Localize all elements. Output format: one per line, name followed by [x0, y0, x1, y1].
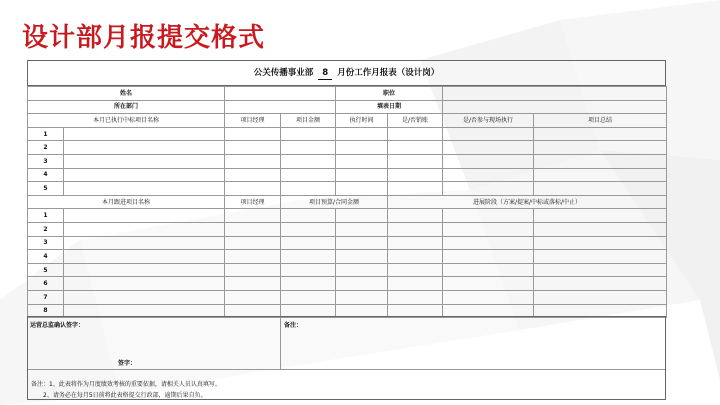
cell[interactable]: [443, 290, 534, 304]
table-row: [28, 154, 667, 168]
cell[interactable]: [388, 154, 443, 168]
remark-label: 备注：: [284, 322, 303, 329]
signature-label: 签字：: [118, 360, 137, 367]
cell[interactable]: [336, 168, 388, 182]
cell[interactable]: [534, 141, 667, 155]
table-row: [28, 263, 667, 277]
cell[interactable]: [534, 250, 667, 264]
cell[interactable]: [281, 141, 336, 155]
cell[interactable]: [225, 263, 281, 277]
ops-sign-area[interactable]: [28, 317, 281, 369]
cell[interactable]: [388, 168, 443, 182]
cell[interactable]: [225, 290, 281, 304]
cell[interactable]: [64, 236, 225, 250]
cell[interactable]: [336, 277, 388, 291]
section2-header: [28, 195, 667, 209]
cell[interactable]: [534, 263, 667, 277]
cell[interactable]: [534, 236, 667, 250]
cell[interactable]: [388, 263, 443, 277]
cell[interactable]: [281, 168, 336, 182]
cell[interactable]: [336, 250, 388, 264]
s1-col-summary: 项目总结: [534, 114, 667, 128]
form-table: [27, 86, 667, 318]
cell[interactable]: [225, 209, 281, 223]
cell[interactable]: [336, 290, 388, 304]
row-number: 1: [28, 127, 64, 141]
cell[interactable]: [64, 250, 225, 264]
cell[interactable]: [225, 141, 281, 155]
note-line-2: 2、请务必在每月5日前将此表格提交行政部，逾期后果自负。: [43, 392, 207, 399]
s2-col-manager: 项目经理: [225, 195, 281, 209]
table-row: [28, 141, 667, 155]
cell[interactable]: [64, 263, 225, 277]
date-field[interactable]: [443, 100, 667, 114]
dept-field[interactable]: [225, 100, 336, 114]
ops-sign-label: 运营总监确认签字：: [30, 322, 85, 329]
cell[interactable]: [443, 168, 534, 182]
cell[interactable]: [281, 222, 336, 236]
remark-area[interactable]: [281, 317, 665, 369]
row-number: 7: [28, 290, 64, 304]
row-number: 5: [28, 263, 64, 277]
cell[interactable]: [534, 277, 667, 291]
note-line-1: 备注：1、此表将作为月度绩效考核的重要依据，请相关人员认真填写。: [31, 381, 221, 388]
row-number: 2: [28, 222, 64, 236]
cell[interactable]: [64, 127, 225, 141]
cell[interactable]: [64, 290, 225, 304]
cell[interactable]: [388, 250, 443, 264]
name-field[interactable]: [225, 87, 336, 101]
cell[interactable]: [336, 154, 388, 168]
cell[interactable]: [534, 209, 667, 223]
cell[interactable]: [388, 290, 443, 304]
cell[interactable]: [388, 141, 443, 155]
cell[interactable]: [336, 209, 388, 223]
cell[interactable]: [443, 277, 534, 291]
cell[interactable]: [281, 236, 336, 250]
cell[interactable]: [388, 222, 443, 236]
s1-col-writeoff: 是/否销账: [388, 114, 443, 128]
cell[interactable]: [281, 127, 336, 141]
cell[interactable]: [443, 236, 534, 250]
cell[interactable]: [443, 127, 534, 141]
table-row: [28, 290, 667, 304]
cell[interactable]: [534, 168, 667, 182]
cell[interactable]: [443, 250, 534, 264]
info-row-2: [28, 100, 667, 114]
form-title-prefix: 公关传播事业部: [253, 68, 314, 78]
cell[interactable]: [225, 154, 281, 168]
cell[interactable]: [225, 182, 281, 196]
cell[interactable]: [225, 127, 281, 141]
date-label: 填表日期: [336, 100, 443, 114]
s1-col-project-name: 本月已执行中标项目名称: [28, 114, 225, 128]
cell[interactable]: [281, 250, 336, 264]
cell[interactable]: [443, 141, 534, 155]
cell[interactable]: [336, 236, 388, 250]
row-number: 1: [28, 209, 64, 223]
cell[interactable]: [64, 182, 225, 196]
section1-header: [28, 114, 667, 128]
row-number: 8: [28, 304, 64, 318]
cell[interactable]: [64, 154, 225, 168]
row-number: 4: [28, 168, 64, 182]
name-label: 姓名: [28, 87, 225, 101]
s2-col-progress: 进展阶段（方案/提案/中标或落标/中止）: [388, 195, 667, 209]
cell[interactable]: [336, 127, 388, 141]
footer-divider: [28, 369, 665, 370]
cell[interactable]: [281, 290, 336, 304]
cell[interactable]: [388, 209, 443, 223]
row-number: 6: [28, 277, 64, 291]
cell[interactable]: [225, 250, 281, 264]
table-row: [28, 168, 667, 182]
cell[interactable]: [534, 127, 667, 141]
position-label: 职位: [336, 87, 443, 101]
table-row: [28, 250, 667, 264]
form-title-suffix: 月份工作月报表（设计岗）: [337, 68, 440, 78]
cell[interactable]: [534, 222, 667, 236]
report-form: [27, 60, 666, 400]
cell[interactable]: [534, 290, 667, 304]
s1-col-exec-time: 执行时间: [336, 114, 388, 128]
cell[interactable]: [336, 141, 388, 155]
cell[interactable]: [388, 236, 443, 250]
row-number: 2: [28, 141, 64, 155]
s2-col-project-name: 本月跟进项目名称: [28, 195, 225, 209]
s2-col-budget: 项目预算/合同金额: [281, 195, 388, 209]
cell[interactable]: [388, 127, 443, 141]
table-row: [28, 182, 667, 196]
cell[interactable]: [336, 182, 388, 196]
row-number: 5: [28, 182, 64, 196]
cell[interactable]: [336, 263, 388, 277]
cell[interactable]: [281, 263, 336, 277]
info-row-1: [28, 87, 667, 101]
cell[interactable]: [388, 277, 443, 291]
form-title: [27, 60, 666, 86]
cell[interactable]: [281, 277, 336, 291]
cell[interactable]: [388, 182, 443, 196]
table-row: [28, 236, 667, 250]
cell[interactable]: [443, 222, 534, 236]
table-row: [28, 127, 667, 141]
cell[interactable]: [443, 154, 534, 168]
cell[interactable]: [64, 168, 225, 182]
cell[interactable]: [443, 209, 534, 223]
table-row: [28, 209, 667, 223]
table-row: [28, 277, 667, 291]
cell[interactable]: [534, 182, 667, 196]
row-number: 3: [28, 236, 64, 250]
cell[interactable]: [225, 222, 281, 236]
s1-col-manager: 项目经理: [225, 114, 281, 128]
cell[interactable]: [225, 236, 281, 250]
cell[interactable]: [64, 209, 225, 223]
s1-col-amount: 项目金额: [281, 114, 336, 128]
slide-title: 设计部月报提交格式: [22, 23, 266, 53]
cell[interactable]: [64, 277, 225, 291]
cell[interactable]: [225, 277, 281, 291]
cell[interactable]: [281, 154, 336, 168]
cell[interactable]: [64, 222, 225, 236]
dept-label: 所在部门: [28, 100, 225, 114]
cell[interactable]: [443, 182, 534, 196]
cell[interactable]: [336, 222, 388, 236]
month-value: 8: [318, 68, 332, 80]
s1-col-onsite: 是/否参与现场执行: [443, 114, 534, 128]
row-number: 4: [28, 250, 64, 264]
cell[interactable]: [281, 209, 336, 223]
cell[interactable]: [534, 154, 667, 168]
table-row: [28, 222, 667, 236]
footer-section: [27, 316, 666, 400]
row-number: 3: [28, 154, 64, 168]
cell[interactable]: [281, 182, 336, 196]
cell[interactable]: [443, 263, 534, 277]
cell[interactable]: [64, 141, 225, 155]
position-field[interactable]: [443, 87, 667, 101]
cell[interactable]: [225, 168, 281, 182]
